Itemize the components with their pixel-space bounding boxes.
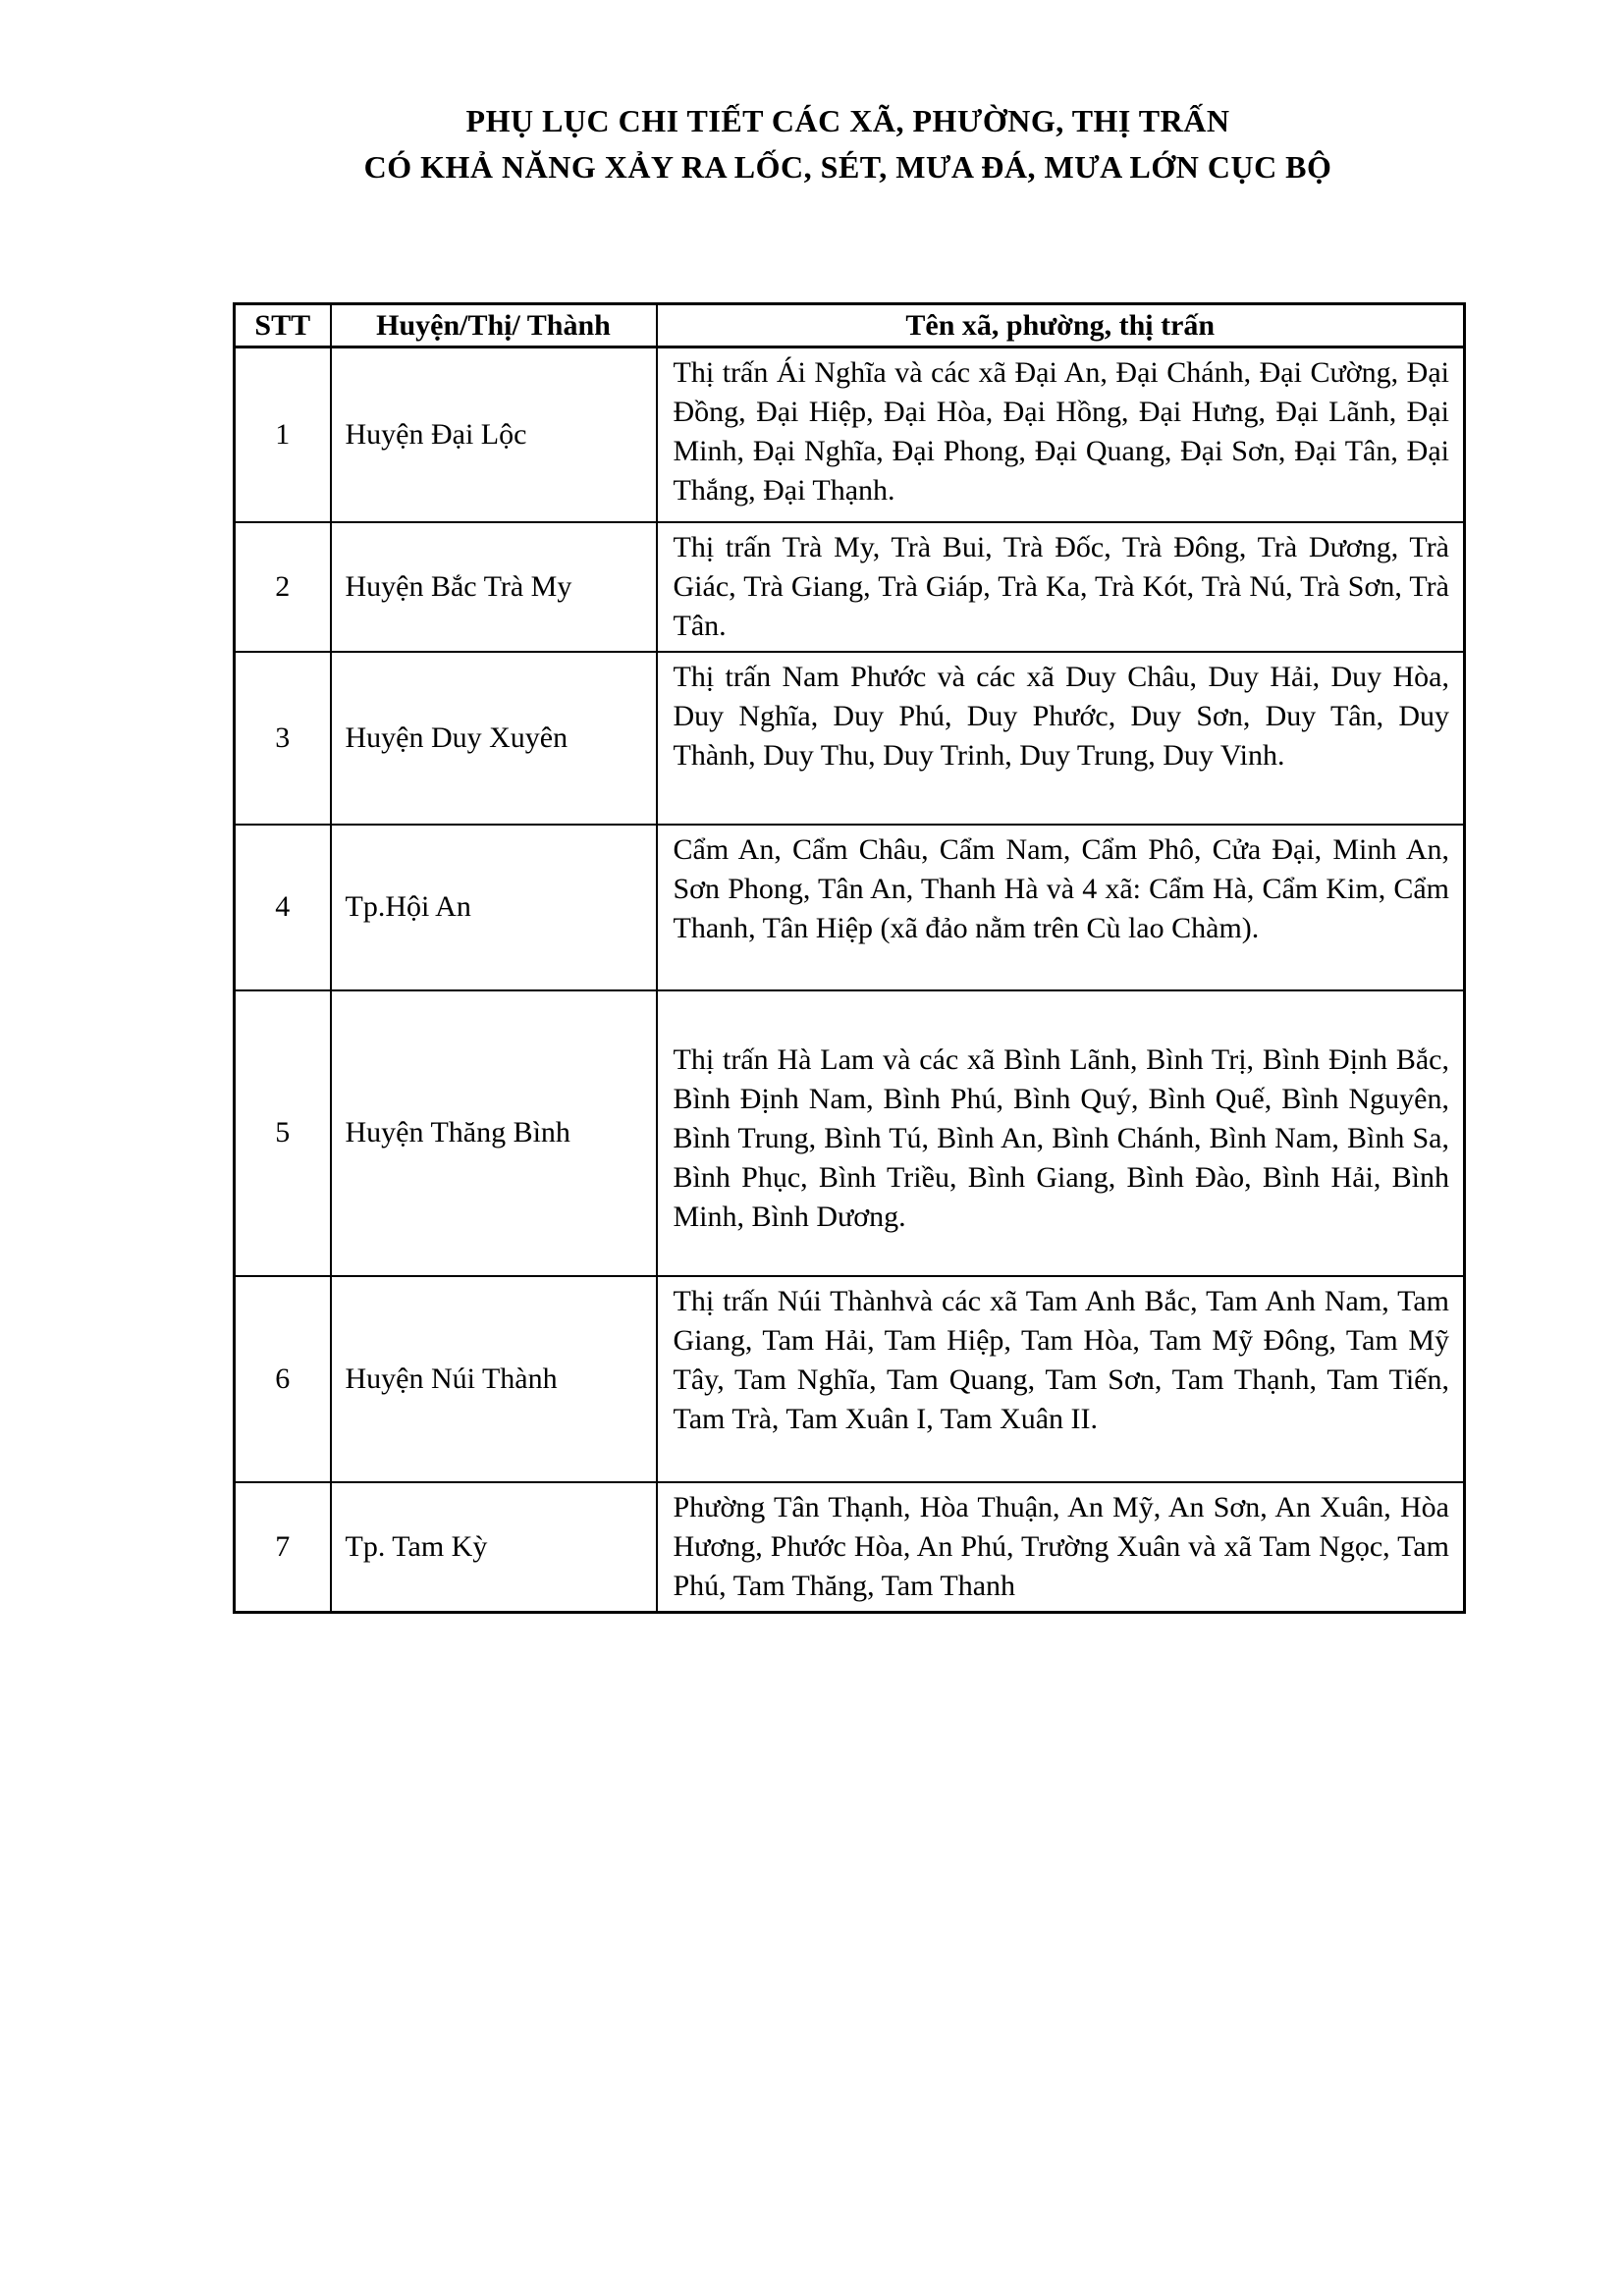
column-header-communes: Tên xã, phường, thị trấn: [657, 304, 1465, 347]
row-number-cell: 2: [235, 522, 331, 652]
district-name-cell: Tp.Hội An: [331, 825, 657, 990]
table-row: [235, 990, 1465, 1276]
column-header-district: Huyện/Thị/ Thành: [331, 304, 657, 347]
district-name-cell: Huyện Đại Lộc: [331, 347, 657, 522]
communes-list-cell: Thị trấn Hà Lam và các xã Bình Lãnh, Bình Trị, Bình Định Bắc, Bình Định Nam, Bình Phú, Bình Quý, Bình Quế, Bình Nguyên, Bình Trung, Bình Tú, Bình An, Bình Chánh, Bình Nam, Bình Sa, Bình Phục, Bình Triều, Bình Giang, Bình Đào, Bình Hải, Bình Minh, Bình Dương.: [657, 990, 1465, 1276]
table-row: [235, 522, 1465, 652]
table-row: [235, 652, 1465, 825]
communes-list-cell: Cẩm An, Cẩm Châu, Cẩm Nam, Cẩm Phô, Cửa Đại, Minh An, Sơn Phong, Tân An, Thanh Hà và 4 xã: Cẩm Hà, Cẩm Kim, Cẩm Thanh, Tân Hiệp (xã đảo nằm trên Cù lao Chàm).: [657, 825, 1465, 990]
row-number-cell: 3: [235, 652, 331, 825]
table-row: [235, 347, 1465, 522]
communes-list-cell: Phường Tân Thạnh, Hòa Thuận, An Mỹ, An Sơn, An Xuân, Hòa Hương, Phước Hòa, An Phú, Trường Xuân và xã Tam Ngọc, Tam Phú, Tam Thăng, Tam Thanh: [657, 1482, 1465, 1613]
title-line-1: PHỤ LỤC CHI TIẾT CÁC XÃ, PHƯỜNG, THỊ TRẤN: [465, 103, 1230, 138]
column-header-stt: STT: [235, 304, 331, 347]
district-name-cell: Huyện Bắc Trà My: [331, 522, 657, 652]
communes-list-cell: Thị trấn Nam Phước và các xã Duy Châu, Duy Hải, Duy Hòa, Duy Nghĩa, Duy Phú, Duy Phước, Duy Sơn, Duy Tân, Duy Thành, Duy Thu, Duy Trinh, Duy Trung, Duy Vinh.: [657, 652, 1465, 825]
row-number-cell: 4: [235, 825, 331, 990]
row-number-cell: 5: [235, 990, 331, 1276]
document-title: [233, 98, 1463, 190]
table-header-row: [235, 304, 1465, 347]
districts-communes-table: [233, 302, 1466, 1614]
communes-list-cell: Thị trấn Trà My, Trà Bui, Trà Đốc, Trà Đông, Trà Dương, Trà Giác, Trà Giang, Trà Giáp, Trà Ka, Trà Kót, Trà Nú, Trà Sơn, Trà Tân.: [657, 522, 1465, 652]
table-row: [235, 1482, 1465, 1613]
row-number-cell: 6: [235, 1276, 331, 1482]
district-name-cell: Huyện Thăng Bình: [331, 990, 657, 1276]
district-name-cell: Huyện Núi Thành: [331, 1276, 657, 1482]
communes-list-cell: Thị trấn Núi Thànhvà các xã Tam Anh Bắc, Tam Anh Nam, Tam Giang, Tam Hải, Tam Hiệp, Tam Hòa, Tam Mỹ Đông, Tam Mỹ Tây, Tam Nghĩa, Tam Quang, Tam Sơn, Tam Thạnh, Tam Tiến, Tam Trà, Tam Xuân I, Tam Xuân II.: [657, 1276, 1465, 1482]
row-number-cell: 7: [235, 1482, 331, 1613]
table-row: [235, 825, 1465, 990]
table-row: [235, 1276, 1465, 1482]
row-number-cell: 1: [235, 347, 331, 522]
district-name-cell: Tp. Tam Kỳ: [331, 1482, 657, 1613]
district-name-cell: Huyện Duy Xuyên: [331, 652, 657, 825]
title-line-2: CÓ KHẢ NĂNG XẢY RA LỐC, SÉT, MƯA ĐÁ, MƯA LỚN CỤC BỘ: [363, 149, 1332, 185]
communes-list-cell: Thị trấn Ái Nghĩa và các xã Đại An, Đại Chánh, Đại Cường, Đại Đồng, Đại Hiệp, Đại Hòa, Đại Hồng, Đại Hưng, Đại Lãnh, Đại Minh, Đại Nghĩa, Đại Phong, Đại Quang, Đại Sơn, Đại Tân, Đại Thắng, Đại Thạnh.: [657, 347, 1465, 522]
